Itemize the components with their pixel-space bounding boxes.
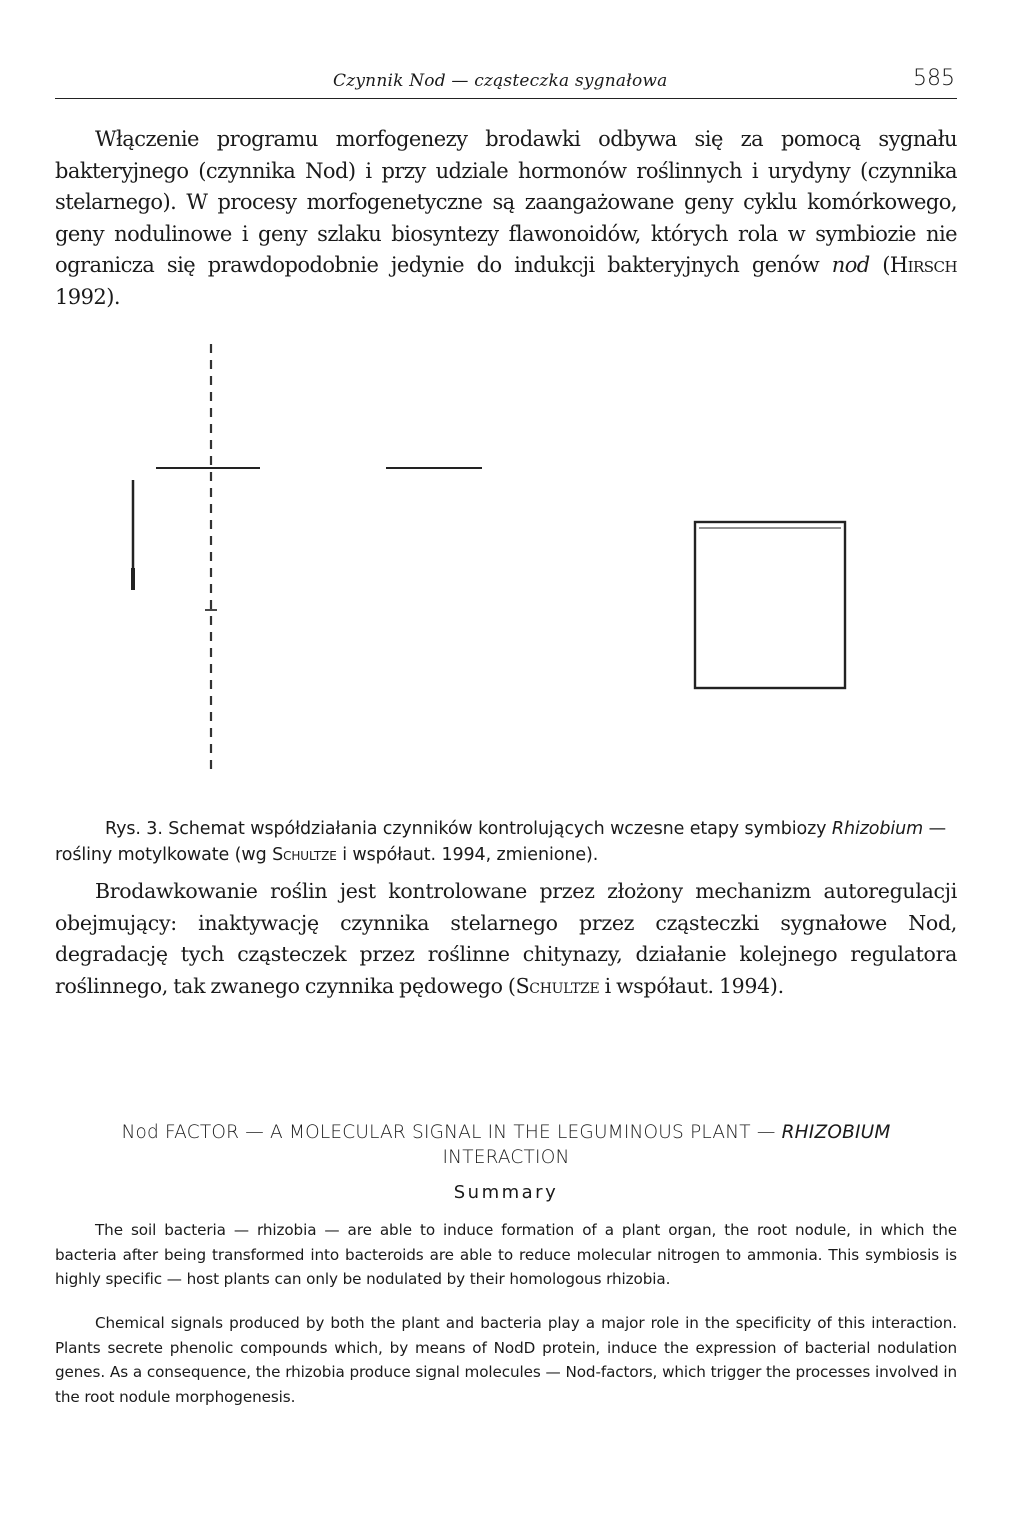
p2-text-a: Brodawkowanie roślin jest kontrolowane przez złożony mechanizm autoregulacji obejmujący: inaktywację czynnika stelarnego przez cząsteczki sygnałowe Nod, degradację tych cząsteczek przez roślinne chitynazy, działanie kolejnego regulatora roślinnego, tak zwanego czynnika pędowego ( xyxy=(55,879,957,998)
summary-title-b: INTERACTION xyxy=(442,1147,570,1168)
p2-text-b: i współaut. 1994). xyxy=(599,973,784,998)
body-paragraph-1 xyxy=(55,124,957,313)
summary-title xyxy=(55,1120,957,1170)
running-title: Czynnik Nod — cząsteczka sygnałowa xyxy=(333,71,668,91)
summary-title-italic: RHIZOBIUM xyxy=(781,1122,891,1143)
summary-paragraph-1: The soil bacteria — rhizobia — are able to induce formation of a plant organ, the root nodule, in which the bacteria after being transformed into bacteroids are able to reduce molecular nitrogen to ammonia. This symbiosis is highly specific — host plants can only be nodulated by their homologous rhizobia. xyxy=(55,1221,957,1288)
body-paragraph-2 xyxy=(55,876,957,1002)
p2-author: Schultze xyxy=(515,973,600,998)
caption-author: Schultze xyxy=(272,845,337,865)
caption-text-b: — rośliny motylkowate (wg xyxy=(55,819,946,865)
figure-schematic xyxy=(0,330,1024,780)
caption-italic-rhizobium: Rhizobium xyxy=(831,819,924,839)
p1-text-c: 1992). xyxy=(55,284,121,309)
figure-caption xyxy=(55,816,957,868)
summary-paragraph-2: Chemical signals produced by both the plant and bacteria play a major role in the specificity of this interaction. Plants secrete phenolic compounds which, by means of NodD protein, induce the expression of bacterial nodulation genes. As a consequence, the rhizobia produce signal molecules — Nod-factors, which trigger the processes involved in the root nodule morphogenesis. xyxy=(55,1314,957,1406)
framed-box xyxy=(695,522,845,688)
p1-italic-nod: nod xyxy=(831,253,870,277)
p1-text-b: ( xyxy=(869,253,890,277)
p1-text-a: Włączenie programu morfogenezy brodawki odbywa się za pomocą sygnału bakteryjnego (czynnika Nod) i przy udziale hormonów roślinnych i urydyny (czynnika stelarnego). W procesy morfogenetyczne są zaangażowane geny cyklu komórkowego, geny nodulinowe i geny szlaku biosyntezy flawonoidów, których rola w symbiozie nie ogranicza się prawdopodobnie jedynie do indukcji bakteryjnych genów xyxy=(55,127,957,277)
page-header xyxy=(55,64,957,99)
caption-text-a: Schemat współdziałania czynników kontrolujących wczesne etapy symbiozy xyxy=(162,819,832,839)
p1-author: Hirsch xyxy=(889,253,957,277)
caption-text-c: i współaut. 1994, zmienione). xyxy=(336,845,599,865)
summary-heading: Summary xyxy=(453,1182,559,1203)
caption-label: Rys. 3. xyxy=(105,819,163,839)
page-number: 585 xyxy=(913,66,955,91)
summary-title-a: Nod FACTOR — A MOLECULAR SIGNAL IN THE LEGUMINOUS PLANT — xyxy=(121,1122,782,1143)
